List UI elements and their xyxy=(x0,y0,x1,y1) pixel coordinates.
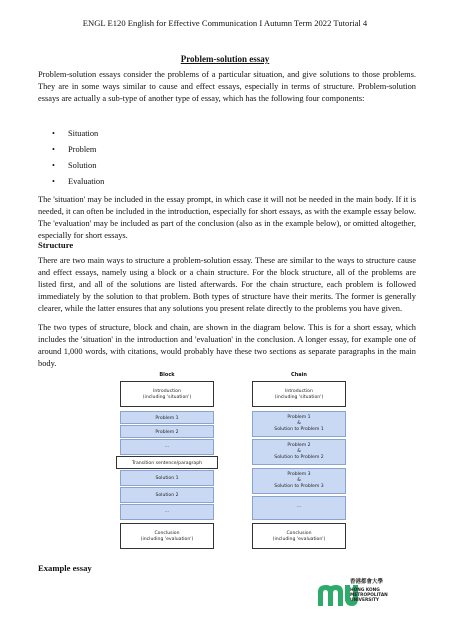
block-introduction-box: Introduction (including 'situation') xyxy=(120,381,214,407)
chain-ellipsis-box: ... xyxy=(252,496,346,520)
logo-chinese-name: 香港都會大學 xyxy=(350,579,384,585)
chain-problem-solution-3-box: Problem 3 & Solution to Problem 3 xyxy=(252,468,346,494)
chain-problem-solution-1-box: Problem 1 & Solution to Problem 1 xyxy=(252,411,346,437)
block-transition-box: Transition sentence/paragraph xyxy=(116,456,218,469)
bullet-icon: • xyxy=(52,145,55,154)
list-item: • Solution xyxy=(52,161,97,170)
page-header: ENGL E120 English for Effective Communication I Autumn Term 2022 Tutorial 4 xyxy=(82,18,368,28)
bullet-icon: • xyxy=(52,161,55,170)
intro-paragraph: Problem-solution essays consider the problems of a particular situation, and give solutions to those problems. They are in some ways similar to cause and effect essays, especially in terms of structure. Problem-solution essays are actually a sub-type of another type of essay, which has the following four components: xyxy=(38,70,416,103)
block-solution-ellipsis-box: ... xyxy=(120,504,214,520)
page-title: Problem-solution essay xyxy=(180,54,270,64)
list-item: • Problem xyxy=(52,145,97,154)
bullet-icon: • xyxy=(52,177,55,186)
structure-paragraph: There are two main ways to structure a problem-solution essay. These are similar to the ways to structure cause and effect essays, namely using a block or a chain structure. For the block structure, all of the problems are listed first, and all of the solutions are listed afterwards. For the chain structure, each problem is followed immediately by the solution to that problem. Both types of structure have their merits. The former is generally clearer, while the latter ensures that any solutions you present relate directly to the problems you have given. xyxy=(38,256,416,313)
example-essay-heading: Example essay xyxy=(38,563,92,573)
situation-paragraph: The 'situation' may be included in the essay prompt, in which case it will not be needed in the main body. If it is needed, it can often be included in the introduction, especially for short essays, as with the example essay below. The 'evaluation' may be included as part of the conclusion (also as in the example below), or omitted altogether, especially for short essays. xyxy=(38,195,416,240)
block-problem-ellipsis-box: ... xyxy=(120,439,214,455)
diagram-paragraph: The two types of structure, block and chain, are shown in the diagram below. This is for a short essay, which includes the 'situation' in the introduction and 'evaluation' in the conclusion. A longer essay, for example one of around 1,000 words, with citations, would probably have these two sections as separate paragraphs in the main body. xyxy=(38,323,416,368)
structure-diagram xyxy=(112,372,344,550)
chain-introduction-box: Introduction (including 'situation') xyxy=(252,381,346,407)
block-problem-1-box: Problem 1 xyxy=(120,411,214,424)
logo-line-3: UNIVERSITY xyxy=(350,598,379,603)
list-item: • Situation xyxy=(52,129,99,138)
logo-line-1: HONG KONG xyxy=(350,588,380,593)
chain-problem-solution-2-box: Problem 2 & Solution to Problem 2 xyxy=(252,439,346,465)
bullet-icon: • xyxy=(52,129,55,138)
chain-column-label: Chain xyxy=(291,372,307,378)
chain-conclusion-box: Conclusion (including 'evaluation') xyxy=(252,523,346,549)
block-conclusion-box: Conclusion (including 'evaluation') xyxy=(120,523,214,549)
block-column-label: Block xyxy=(159,372,175,378)
components-list xyxy=(38,128,338,192)
logo-line-2: METROPOLITAN xyxy=(350,593,388,598)
structure-heading: Structure xyxy=(38,240,74,250)
block-solution-1-box: Solution 1 xyxy=(120,470,214,486)
block-problem-2-box: Problem 2 xyxy=(120,425,214,438)
block-solution-2-box: Solution 2 xyxy=(120,487,214,503)
list-item: • Evaluation xyxy=(52,177,105,186)
